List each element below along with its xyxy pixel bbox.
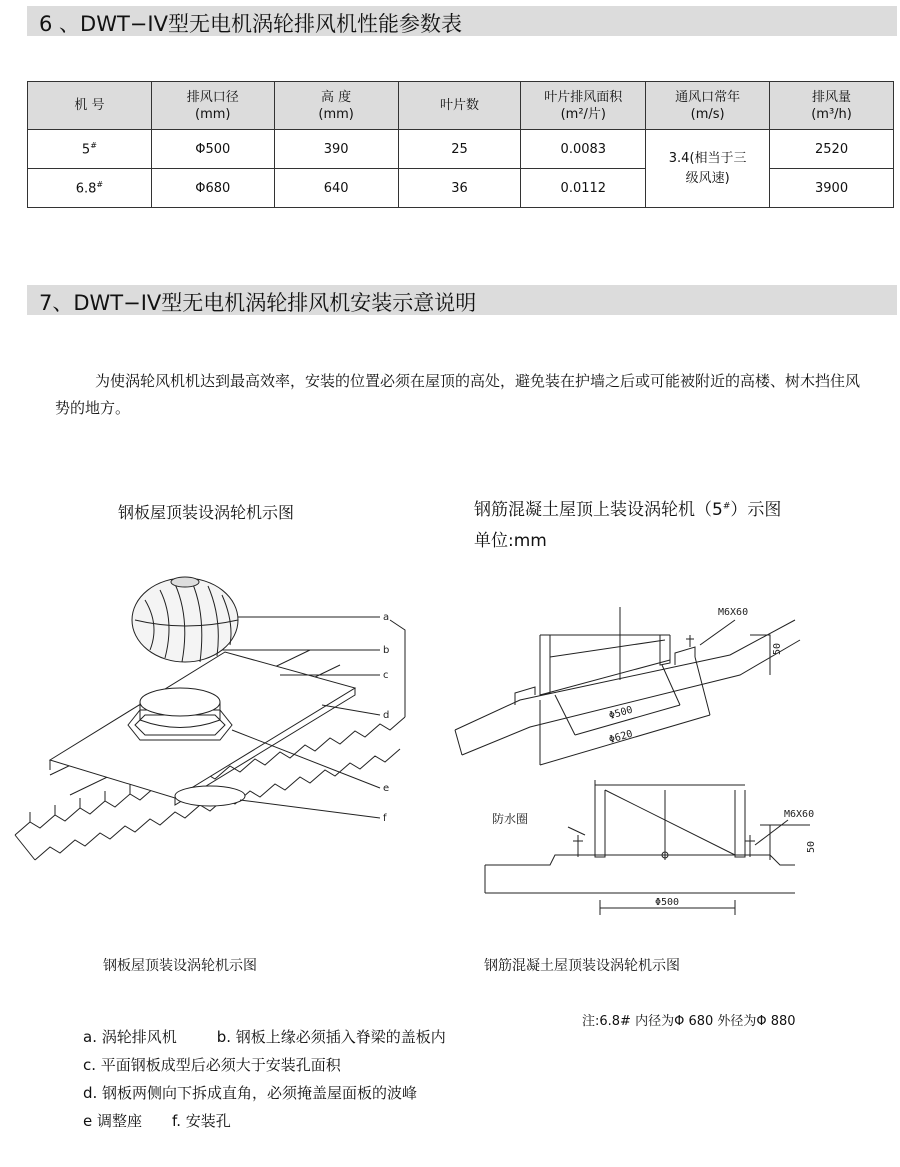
cell-height: 390 — [274, 130, 398, 169]
legend-e: e 调整座 — [83, 1112, 142, 1130]
turbine-ventilator-icon — [132, 577, 238, 662]
legend-line-ef — [83, 1110, 231, 1131]
label-a: a — [383, 612, 390, 623]
dim-phi620: Φ620 — [607, 728, 634, 746]
cell-blades: 25 — [398, 130, 521, 169]
figure-right-caption: 钢筋混凝土屋顶装设涡轮机示图 — [484, 958, 680, 974]
label-f: f — [383, 813, 387, 824]
header-blade-area: 叶片排风面积 (m²/片) — [521, 82, 646, 130]
cell-area: 0.0112 — [521, 169, 646, 208]
cell-diameter: Φ680 — [151, 169, 274, 208]
cell-blades: 36 — [398, 169, 521, 208]
legend-f: f. 安装孔 — [172, 1112, 231, 1130]
steel-roof-diagram — [10, 570, 430, 890]
label-e: e — [383, 783, 390, 794]
installation-paragraph: 为使涡轮风机机达到最高效率，安装的位置必须在屋顶的高处，避免装在护墙之后或可能被附近的高楼、树木挡住风势的地方。 — [55, 372, 861, 417]
cell-model: 6.8# — [28, 169, 152, 208]
section6-title-band — [27, 6, 897, 36]
legend-d: d. 钢板两侧向下拆成直角，必须掩盖屋面板的波峰 — [83, 1084, 418, 1102]
bolt-label-top: M6X60 — [718, 607, 749, 618]
section6-title: 6 、DWT−IV型无电机涡轮排风机性能参数表 — [39, 12, 462, 36]
legend-b: b. 钢板上缘必须插入脊梁的盖板内 — [216, 1028, 446, 1046]
bolt-label-bottom: M6X60 — [784, 809, 815, 820]
dimension-lines — [540, 635, 770, 765]
performance-table — [27, 81, 894, 208]
dim-50-top: 50 — [772, 642, 783, 655]
header-model: 机 号 — [28, 82, 152, 130]
cell-model: 5# — [28, 130, 152, 169]
label-d: d — [383, 710, 390, 721]
legend-line-ab — [83, 1026, 446, 1047]
adjustable-base — [128, 688, 232, 740]
header-diameter: 排风口径 (mm) — [151, 82, 274, 130]
dim-phi500-bottom: Φ500 — [655, 897, 680, 908]
table-header-row — [28, 82, 894, 130]
figure-right-unit: 单位:mm — [474, 531, 547, 551]
cell-height: 640 — [274, 169, 398, 208]
dim-phi500-top: Φ500 — [607, 704, 634, 722]
section7-title-band — [27, 285, 897, 315]
legend-c: c. 平面钢板成型后必须大于安装孔面积 — [83, 1056, 341, 1074]
waterproof-ring-label: 防水圈 — [492, 812, 529, 826]
header-blades: 叶片数 — [398, 82, 521, 130]
figure-left-caption: 钢板屋顶装设涡轮机示图 — [103, 958, 257, 974]
label-b: b — [383, 645, 390, 656]
cell-area: 0.0083 — [521, 130, 646, 169]
cell-wind-speed: 3.4(相当于三 级风速) — [646, 130, 770, 208]
table-row — [28, 130, 894, 169]
label-c: c — [383, 670, 389, 681]
size-note: 注:6.8# 内径为Φ 680 外径为Φ 880 — [582, 1014, 796, 1029]
cell-diameter: Φ500 — [151, 130, 274, 169]
header-height: 高 度 (mm) — [274, 82, 398, 130]
header-flow: 排风量 (m³/h) — [770, 82, 894, 130]
flat-roof-slab — [485, 780, 810, 915]
section7-title: 7、DWT−IV型无电机涡轮排风机安装示意说明 — [39, 291, 477, 315]
cell-flow: 3900 — [770, 169, 894, 208]
concrete-roof-diagram — [450, 595, 890, 925]
legend-a: a. 涡轮排风机 — [83, 1028, 177, 1046]
header-wind-speed: 通风口常年 (m/s) — [646, 82, 770, 130]
figure-right-title: 钢筋混凝土屋顶上装设涡轮机（5#）示图 — [474, 500, 782, 520]
cell-flow: 2520 — [770, 130, 894, 169]
mounting-hole — [175, 786, 245, 806]
dim-50-bottom: 50 — [806, 840, 817, 853]
figure-left-title: 钢板屋顶装设涡轮机示图 — [118, 503, 295, 522]
